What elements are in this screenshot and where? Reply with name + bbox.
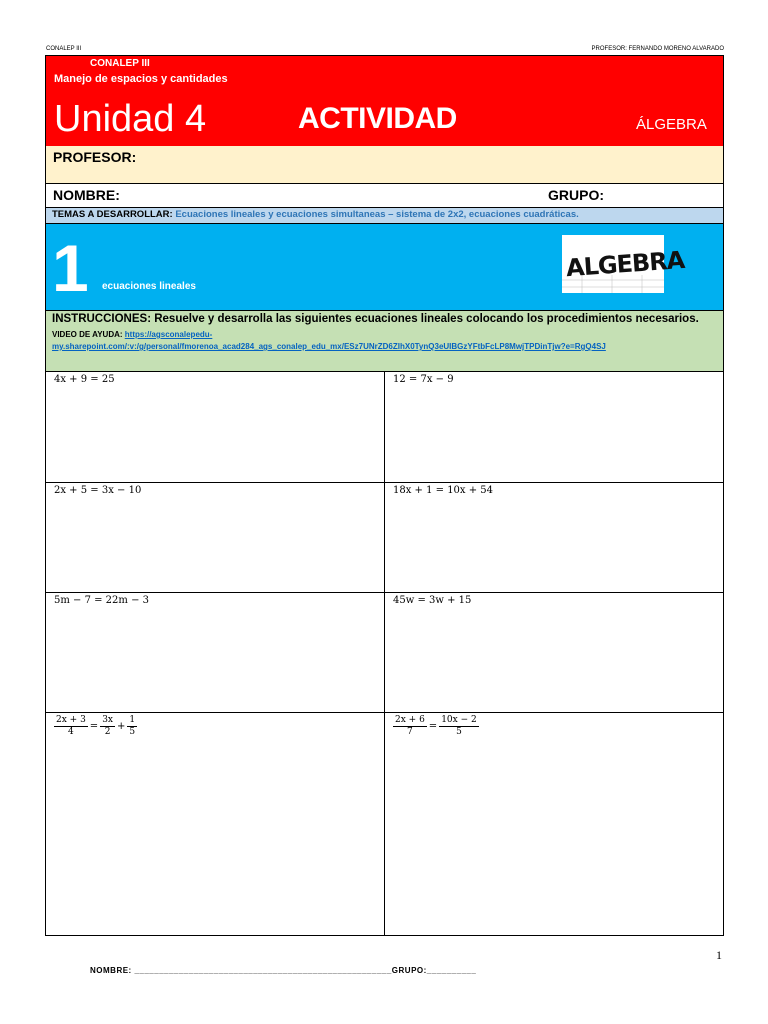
denominator: 4	[68, 727, 74, 737]
temas-row	[45, 208, 724, 224]
section-banner	[45, 224, 724, 311]
instructions-row	[45, 311, 724, 372]
exercise-cell-2[interactable]	[385, 372, 723, 482]
exercise-grid	[45, 372, 724, 936]
section-title: ecuaciones lineales	[102, 281, 196, 292]
video-link-part2[interactable]: my.sharepoint.com/:v:/g/personal/fmorenoa_acad284_ags_conalep_edu_mx/ESz7UNrZD6ZIhX0TynQ3eUIBGzYFtbFcLP8MwjTPDinTjw?e=RgQ4SJ	[52, 342, 606, 351]
unit-title: Unidad 4	[54, 98, 207, 140]
grupo-label: GRUPO:	[548, 187, 604, 203]
equation-3: 2x + 5 = 3x − 10	[54, 485, 142, 496]
numerator: 2x + 3	[56, 715, 86, 725]
equation-7	[54, 715, 137, 738]
fraction	[54, 715, 88, 738]
footer-name-group: NOMBRE: ____________________________________________________GRUPO:__________	[90, 966, 477, 975]
equation-2: 12 = 7x − 9	[393, 374, 454, 385]
exercise-cell-3[interactable]	[46, 483, 384, 592]
fraction	[100, 715, 115, 738]
algebra-logo-graphic	[562, 235, 686, 293]
exercise-cell-1[interactable]	[46, 372, 384, 482]
numerator: 1	[129, 715, 136, 725]
activity-title: ACTIVIDAD	[298, 102, 457, 135]
temas-value: Ecuaciones lineales y ecuaciones simultaneas – sistema de 2x2, ecuaciones cuadráticas.	[175, 209, 579, 220]
numerator: 2x + 6	[395, 715, 425, 725]
equation-1: 4x + 9 = 25	[54, 374, 115, 385]
fraction	[393, 715, 427, 738]
page-number: 1	[716, 948, 722, 962]
video-label: VIDEO DE AYUDA:	[52, 330, 123, 339]
equation-6: 45w = 3w + 15	[393, 595, 472, 606]
fraction	[127, 715, 137, 738]
profesor-field[interactable]	[45, 146, 724, 184]
algebra-logo-image	[562, 235, 686, 293]
exercise-cell-8[interactable]	[385, 713, 723, 935]
exercise-cell-6[interactable]	[385, 593, 723, 712]
operator: =	[428, 721, 438, 732]
header-right: PROFESOR: FERNANDO MORENO ALVARADO	[591, 46, 724, 52]
topic-label: ÁLGEBRA	[636, 116, 707, 133]
nombre-label: NOMBRE:	[53, 187, 120, 203]
section-number: 1	[52, 231, 89, 305]
numerator: 3x	[102, 715, 113, 725]
fraction	[439, 715, 479, 738]
profesor-label: PROFESOR:	[53, 149, 137, 165]
title-banner	[45, 56, 724, 146]
subject-name: Manejo de espacios y cantidades	[54, 73, 228, 85]
instructions-label: INSTRUCCIONES:	[52, 313, 152, 325]
operator: +	[117, 721, 126, 732]
exercise-cell-7[interactable]	[46, 713, 384, 935]
exercise-cell-4[interactable]	[385, 483, 723, 592]
header-left: CONALEP III	[46, 46, 82, 52]
denominator: 5	[456, 727, 462, 737]
exercise-cell-5[interactable]	[46, 593, 384, 712]
temas-label: TEMAS A DESARROLLAR:	[52, 209, 173, 220]
numerator: 10x − 2	[441, 715, 477, 725]
denominator: 2	[104, 727, 111, 737]
equation-8	[393, 715, 479, 738]
equation-5: 5m − 7 = 22m − 3	[54, 595, 149, 606]
denominator: 5	[129, 727, 136, 737]
school-name: CONALEP III	[90, 58, 150, 69]
logo-text: ALGEBRA	[565, 245, 686, 283]
operator: =	[89, 721, 99, 732]
equation-4: 18x + 1 = 10x + 54	[393, 485, 494, 496]
video-line	[52, 330, 212, 339]
instructions-line	[52, 313, 699, 325]
nombre-grupo-field[interactable]	[45, 184, 724, 208]
instructions-text: Resuelve y desarrolla las siguientes ecuaciones lineales colocando los procedimientos necesarios.	[154, 313, 699, 325]
denominator: 7	[407, 727, 413, 737]
video-link-part1[interactable]: https://agsconalepedu-	[124, 330, 213, 339]
